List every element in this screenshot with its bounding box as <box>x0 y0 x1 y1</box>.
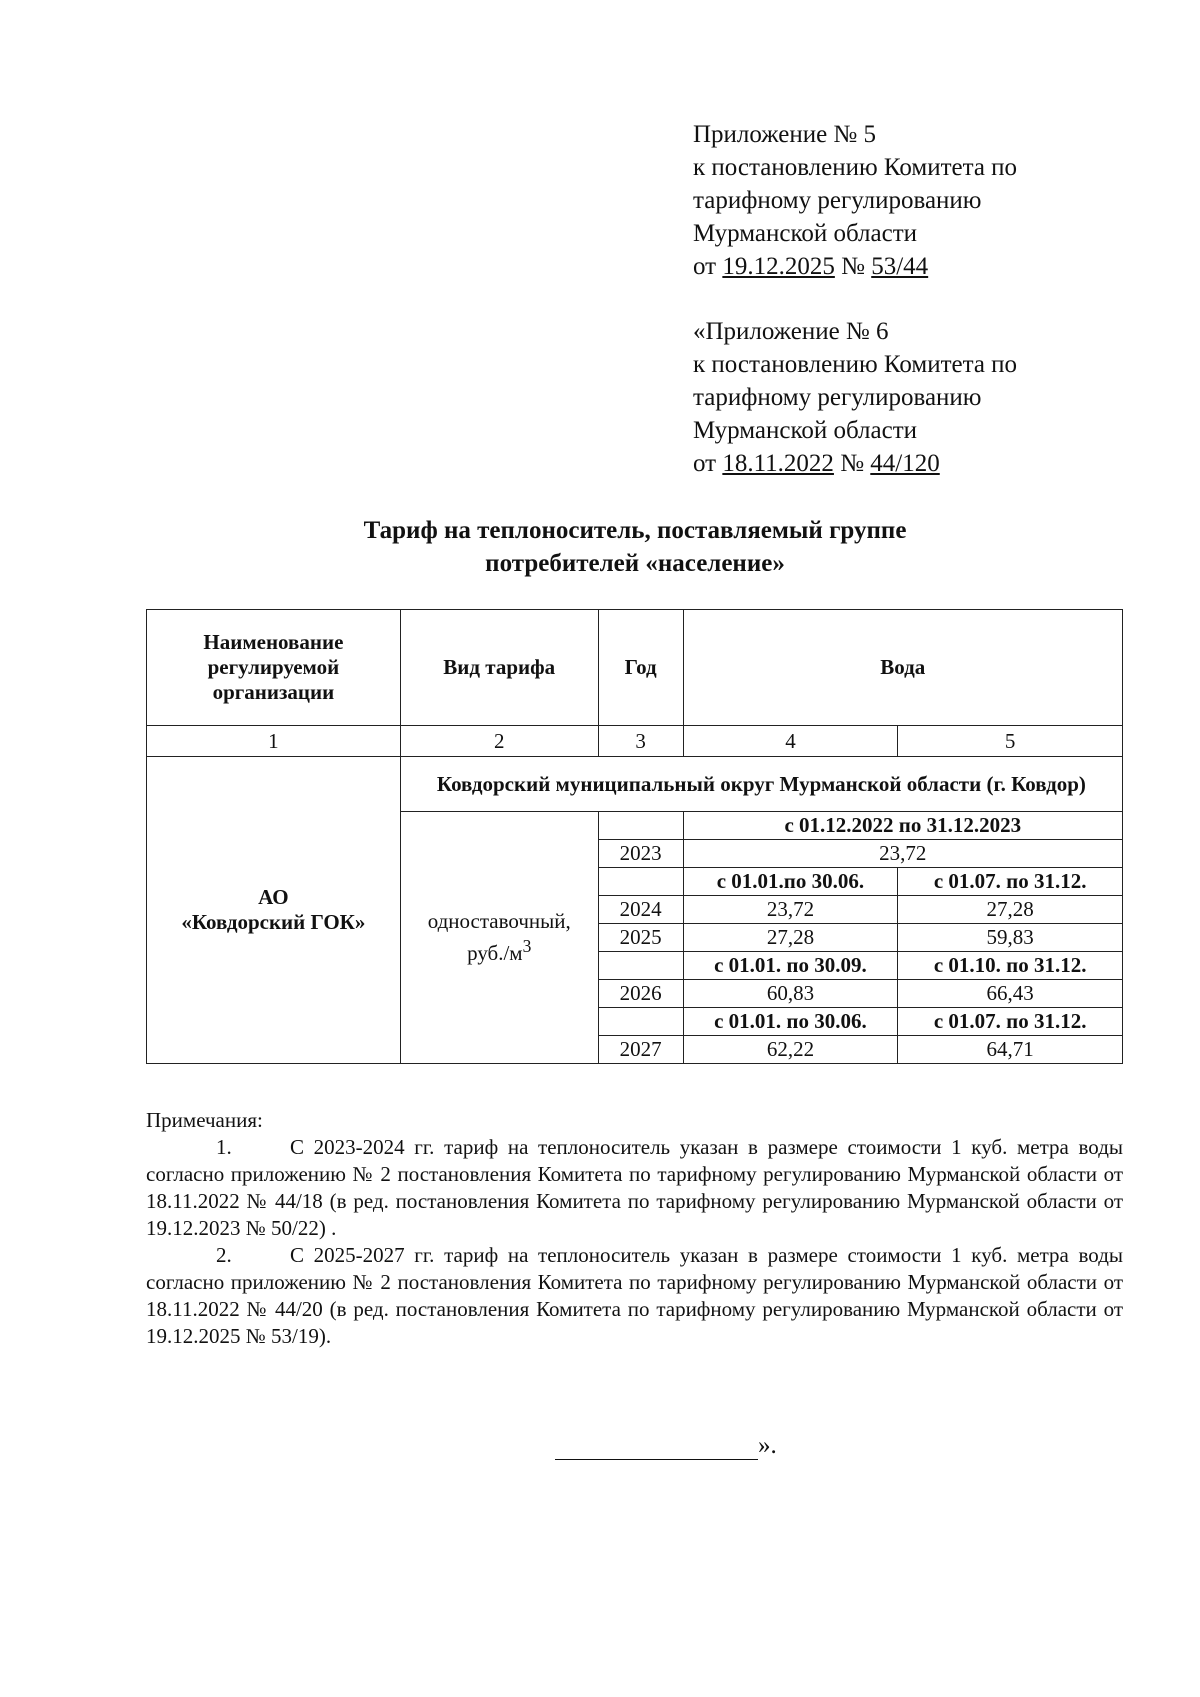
year-cell: 2025 <box>598 924 683 952</box>
empty-year-cell <box>598 952 683 980</box>
appendix-date: 19.12.2025 <box>722 253 835 280</box>
appendix-date-line <box>693 447 1017 480</box>
value-cell: 66,43 <box>898 980 1123 1008</box>
value-cell: 23,72 <box>683 896 898 924</box>
value-cell: 62,22 <box>683 1036 898 1064</box>
value-cell: 27,28 <box>898 896 1123 924</box>
org-line: АО <box>258 885 289 909</box>
note-text: С 2023-2024 гг. тариф на теплоноситель указан в размере стоимости 1 куб. метра воды согласно приложению № 2 постановления Комитета по тарифному регулированию Мурманской области от 18.11.2022 № 44/18 (в ред. постановления Комитета по тарифному регулированию Мурманской области от 19.12.2023 № 50/22) . <box>146 1135 1123 1240</box>
value-cell: 60,83 <box>683 980 898 1008</box>
appendix-line: Мурманской области <box>693 417 918 444</box>
appendix-header-new <box>693 118 1017 283</box>
year-cell: 2023 <box>598 840 683 868</box>
value-cell: 59,83 <box>898 924 1123 952</box>
period-cell: с 01.07. по 31.12. <box>898 868 1123 896</box>
appendix-header-old <box>693 315 1017 480</box>
signature-line <box>555 1435 758 1460</box>
notes-section <box>146 1107 1123 1350</box>
note-text: С 2025-2027 гг. тариф на теплоноситель указан в размере стоимости 1 куб. метра воды согласно приложению № 2 постановления Комитета по тарифному регулированию Мурманской области от 18.11.2022 № 44/20 (в ред. постановления Комитета по тарифному регулированию Мурманской области от 19.12.2025 № 53/19). <box>146 1243 1123 1348</box>
year-cell: 2027 <box>598 1036 683 1064</box>
value-cell: 27,28 <box>683 924 898 952</box>
col-number: 2 <box>400 726 598 757</box>
date-prefix: от <box>693 450 723 477</box>
appendix-line: к постановлению Комитета по <box>693 154 1018 181</box>
empty-year-cell <box>598 812 683 840</box>
appendix-line: к постановлению Комитета по <box>693 351 1018 378</box>
appendix-line: «Приложение № 6 <box>693 318 889 345</box>
tariff-type-line: одноставочный, <box>427 909 571 933</box>
title-line: Тариф на теплоноситель, поставляемый группе <box>363 517 907 544</box>
region-cell: Ковдорский муниципальный округ Мурманской области (г. Ковдор) <box>400 757 1122 812</box>
appendix-number: 44/120 <box>870 450 940 477</box>
empty-year-cell <box>598 1008 683 1036</box>
period-cell: с 01.01. по 30.09. <box>683 952 898 980</box>
value-cell: 23,72 <box>683 840 1122 868</box>
appendix-line: Мурманской области <box>693 220 918 247</box>
region-row <box>147 757 1123 812</box>
unit-sup: 3 <box>522 936 532 956</box>
note-number: 1. <box>216 1135 232 1159</box>
unit-text: руб./м <box>467 941 523 965</box>
year-cell: 2024 <box>598 896 683 924</box>
tariff-type-cell <box>400 812 598 1064</box>
appendix-line: Приложение № 5 <box>693 121 877 148</box>
num-prefix: № <box>834 253 872 280</box>
title-line: потребителей «население» <box>485 550 785 577</box>
period-cell: с 01.10. по 31.12. <box>898 952 1123 980</box>
closing-quote: ». <box>758 1432 777 1459</box>
note-item <box>146 1242 1123 1350</box>
document-title <box>150 514 1120 580</box>
num-prefix: № <box>833 450 871 477</box>
col-number: 4 <box>683 726 898 757</box>
period-cell: с 01.01.по 30.06. <box>683 868 898 896</box>
header-year: Год <box>598 610 683 726</box>
appendix-date-line <box>693 250 1017 283</box>
closing-mark <box>555 1432 777 1460</box>
period-cell: с 01.12.2022 по 31.12.2023 <box>683 812 1122 840</box>
appendix-date: 18.11.2022 <box>722 450 834 477</box>
header-org: Наименование регулируемой организации <box>147 610 401 726</box>
table-header-row <box>147 610 1123 726</box>
appendix-line: тарифному регулированию <box>693 187 982 214</box>
col-number: 5 <box>898 726 1123 757</box>
tariff-table <box>146 609 1123 1064</box>
header-tariff-type: Вид тарифа <box>400 610 598 726</box>
org-name-cell <box>147 757 401 1064</box>
appendix-line: тарифному регулированию <box>693 384 982 411</box>
year-cell: 2026 <box>598 980 683 1008</box>
notes-heading: Примечания: <box>146 1108 263 1132</box>
column-number-row <box>147 726 1123 757</box>
period-cell: с 01.01. по 30.06. <box>683 1008 898 1036</box>
date-prefix: от <box>693 253 723 280</box>
period-cell: с 01.07. по 31.12. <box>898 1008 1123 1036</box>
org-line: «Ковдорский ГОК» <box>181 910 366 934</box>
col-number: 1 <box>147 726 401 757</box>
tariff-type-unit <box>404 934 595 966</box>
value-cell: 64,71 <box>898 1036 1123 1064</box>
note-item <box>146 1134 1123 1242</box>
col-number: 3 <box>598 726 683 757</box>
note-number: 2. <box>216 1243 232 1267</box>
appendix-number: 53/44 <box>871 253 929 280</box>
empty-year-cell <box>598 868 683 896</box>
header-water: Вода <box>683 610 1122 726</box>
